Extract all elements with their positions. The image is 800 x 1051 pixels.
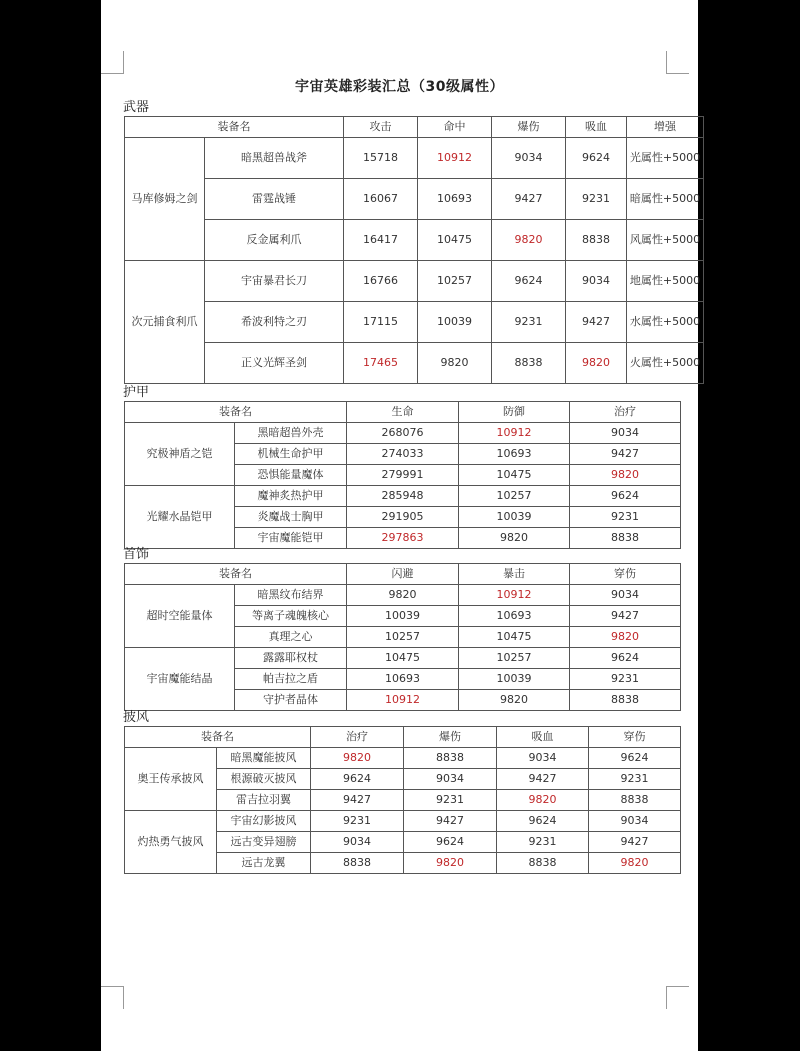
- section-label-weapons: 武器: [123, 100, 150, 115]
- item-name-cell: 宇宙幻影披风: [217, 811, 311, 832]
- value-cell: 9427: [566, 302, 627, 343]
- crop-mark-top-right: [666, 51, 689, 74]
- weapons-body: [125, 138, 704, 384]
- group-name-cell: 超时空能量体: [125, 585, 235, 648]
- crop-mark-bottom-left: [101, 986, 124, 1009]
- value-cell: 9427: [589, 832, 681, 853]
- value-cell: 9427: [311, 790, 404, 811]
- table-row: [125, 302, 704, 343]
- item-name-cell: 希波利特之刃: [205, 302, 344, 343]
- value-cell: 10475: [418, 220, 492, 261]
- value-cell: 10475: [347, 648, 459, 669]
- section-label-accessory: 首饰: [123, 547, 150, 562]
- value-cell: 9034: [570, 423, 681, 444]
- value-cell: 9820: [347, 585, 459, 606]
- header-cell: 生命: [347, 402, 459, 423]
- value-cell: 9427: [492, 179, 566, 220]
- value-cell: 10912: [459, 585, 570, 606]
- header-cell: 吸血: [497, 727, 589, 748]
- crop-mark-bottom-right: [666, 986, 689, 1009]
- item-name-cell: 远古变异翅膀: [217, 832, 311, 853]
- value-cell: 10039: [347, 606, 459, 627]
- value-cell: 10257: [459, 648, 570, 669]
- group-name-cell: 次元捕食利爪: [125, 261, 205, 384]
- value-cell: 9624: [589, 748, 681, 769]
- value-cell: 10693: [347, 669, 459, 690]
- boost-cell: 水属性+5000: [627, 302, 704, 343]
- header-cell: 防御: [459, 402, 570, 423]
- header-cell: 攻击: [344, 117, 418, 138]
- document-page: [101, 0, 701, 1051]
- value-cell: 16067: [344, 179, 418, 220]
- item-name-cell: 雷霆战锤: [205, 179, 344, 220]
- value-cell: 15718: [344, 138, 418, 179]
- armor-body: [125, 423, 681, 549]
- value-cell: 268076: [347, 423, 459, 444]
- boost-cell: 暗属性+5000: [627, 179, 704, 220]
- item-name-cell: 雷吉拉羽翼: [217, 790, 311, 811]
- item-name-cell: 帕吉拉之盾: [235, 669, 347, 690]
- item-name-cell: 正义光辉圣剑: [205, 343, 344, 384]
- value-cell: 9820: [404, 853, 497, 874]
- item-name-cell: 宇宙魔能铠甲: [235, 528, 347, 549]
- value-cell: 8838: [589, 790, 681, 811]
- header-cell: 治疗: [311, 727, 404, 748]
- item-name-cell: 暗黑纹布结界: [235, 585, 347, 606]
- header-cell: 增强: [627, 117, 704, 138]
- value-cell: 9034: [566, 261, 627, 302]
- section-label-cloak: 披风: [123, 710, 150, 725]
- value-cell: 9034: [404, 769, 497, 790]
- item-name-cell: 远古龙翼: [217, 853, 311, 874]
- item-name-cell: 魔神炙热护甲: [235, 486, 347, 507]
- value-cell: 10039: [418, 302, 492, 343]
- armor-table: [124, 401, 681, 549]
- value-cell: 9624: [311, 769, 404, 790]
- group-name-cell: 灼热勇气披风: [125, 811, 217, 874]
- value-cell: 9231: [570, 669, 681, 690]
- item-name-cell: 根源破灭披风: [217, 769, 311, 790]
- value-cell: 10257: [459, 486, 570, 507]
- value-cell: 9427: [497, 769, 589, 790]
- cloak-table: [124, 726, 681, 874]
- value-cell: 8838: [404, 748, 497, 769]
- header-cell: 治疗: [570, 402, 681, 423]
- value-cell: 291905: [347, 507, 459, 528]
- value-cell: 9820: [418, 343, 492, 384]
- table-row: [125, 261, 704, 302]
- value-cell: 9231: [404, 790, 497, 811]
- header-cell: 暴击: [459, 564, 570, 585]
- table-row: [125, 220, 704, 261]
- value-cell: 9624: [404, 832, 497, 853]
- value-cell: 9820: [311, 748, 404, 769]
- value-cell: 9624: [570, 648, 681, 669]
- header-cell: 装备名: [125, 117, 344, 138]
- value-cell: 285948: [347, 486, 459, 507]
- value-cell: 9034: [589, 811, 681, 832]
- item-name-cell: 反金属利爪: [205, 220, 344, 261]
- value-cell: 9231: [570, 507, 681, 528]
- value-cell: 10475: [459, 465, 570, 486]
- value-cell: 10912: [418, 138, 492, 179]
- value-cell: 9820: [570, 465, 681, 486]
- value-cell: 9427: [570, 444, 681, 465]
- group-name-cell: 奥王传承披风: [125, 748, 217, 811]
- value-cell: 9820: [459, 528, 570, 549]
- value-cell: 9034: [492, 138, 566, 179]
- boost-cell: 地属性+5000: [627, 261, 704, 302]
- table-row: [125, 423, 681, 444]
- header-cell: 吸血: [566, 117, 627, 138]
- table-row: [125, 486, 681, 507]
- value-cell: 9820: [570, 627, 681, 648]
- value-cell: 8838: [311, 853, 404, 874]
- cloak-body: [125, 748, 681, 874]
- accessory-table: [124, 563, 681, 711]
- value-cell: 274033: [347, 444, 459, 465]
- value-cell: 10257: [347, 627, 459, 648]
- value-cell: 9231: [566, 179, 627, 220]
- accessory-body: [125, 585, 681, 711]
- value-cell: 10693: [459, 606, 570, 627]
- item-name-cell: 真理之心: [235, 627, 347, 648]
- value-cell: 10912: [347, 690, 459, 711]
- header-cell: 装备名: [125, 402, 347, 423]
- boost-cell: 风属性+5000: [627, 220, 704, 261]
- item-name-cell: 等离子魂魄核心: [235, 606, 347, 627]
- value-cell: 9624: [492, 261, 566, 302]
- value-cell: 9427: [570, 606, 681, 627]
- table-row: [125, 648, 681, 669]
- item-name-cell: 守护者晶体: [235, 690, 347, 711]
- value-cell: 8838: [497, 853, 589, 874]
- value-cell: 9820: [497, 790, 589, 811]
- value-cell: 10039: [459, 507, 570, 528]
- item-name-cell: 黑暗超兽外壳: [235, 423, 347, 444]
- item-name-cell: 暗黑超兽战斧: [205, 138, 344, 179]
- item-name-cell: 露露耶权杖: [235, 648, 347, 669]
- boost-cell: 火属性+5000: [627, 343, 704, 384]
- value-cell: 17115: [344, 302, 418, 343]
- value-cell: 9820: [566, 343, 627, 384]
- value-cell: 8838: [492, 343, 566, 384]
- value-cell: 9624: [570, 486, 681, 507]
- value-cell: 9624: [497, 811, 589, 832]
- value-cell: 9820: [459, 690, 570, 711]
- value-cell: 10475: [459, 627, 570, 648]
- item-name-cell: 机械生命护甲: [235, 444, 347, 465]
- header-cell: 爆伤: [492, 117, 566, 138]
- header-cell: 穿伤: [589, 727, 681, 748]
- document-title: 宇宙英雄彩装汇总（30级属性）: [295, 79, 504, 95]
- value-cell: 10693: [418, 179, 492, 220]
- table-row: [125, 748, 681, 769]
- value-cell: 17465: [344, 343, 418, 384]
- header-cell: 穿伤: [570, 564, 681, 585]
- value-cell: 9034: [497, 748, 589, 769]
- table-row: [125, 811, 681, 832]
- boost-cell: 光属性+5000: [627, 138, 704, 179]
- value-cell: 297863: [347, 528, 459, 549]
- value-cell: 9034: [311, 832, 404, 853]
- table-row: [125, 585, 681, 606]
- value-cell: 10039: [459, 669, 570, 690]
- value-cell: 9231: [311, 811, 404, 832]
- value-cell: 16417: [344, 220, 418, 261]
- value-cell: 8838: [570, 690, 681, 711]
- value-cell: 9427: [404, 811, 497, 832]
- value-cell: 10693: [459, 444, 570, 465]
- value-cell: 9231: [492, 302, 566, 343]
- value-cell: 279991: [347, 465, 459, 486]
- group-name-cell: 光耀水晶铠甲: [125, 486, 235, 549]
- table-row: [125, 138, 704, 179]
- weapons-table: [124, 116, 704, 384]
- value-cell: 9624: [566, 138, 627, 179]
- value-cell: 9231: [497, 832, 589, 853]
- header-cell: 闪避: [347, 564, 459, 585]
- item-name-cell: 暗黑魔能披风: [217, 748, 311, 769]
- value-cell: 9231: [589, 769, 681, 790]
- item-name-cell: 宇宙暴君长刀: [205, 261, 344, 302]
- item-name-cell: 恐惧能量魔体: [235, 465, 347, 486]
- group-name-cell: 宇宙魔能结晶: [125, 648, 235, 711]
- value-cell: 10912: [459, 423, 570, 444]
- value-cell: 8838: [570, 528, 681, 549]
- value-cell: 8838: [566, 220, 627, 261]
- group-name-cell: 马库修姆之剑: [125, 138, 205, 261]
- header-cell: 装备名: [125, 564, 347, 585]
- value-cell: 9820: [492, 220, 566, 261]
- table-row: [125, 343, 704, 384]
- header-cell: 装备名: [125, 727, 311, 748]
- crop-mark-top-left: [101, 51, 124, 74]
- header-cell: 爆伤: [404, 727, 497, 748]
- section-label-armor: 护甲: [123, 385, 150, 400]
- group-name-cell: 究极神盾之铠: [125, 423, 235, 486]
- item-name-cell: 炎魔战士胸甲: [235, 507, 347, 528]
- table-row: [125, 179, 704, 220]
- value-cell: 16766: [344, 261, 418, 302]
- value-cell: 9820: [589, 853, 681, 874]
- value-cell: 9034: [570, 585, 681, 606]
- value-cell: 10257: [418, 261, 492, 302]
- header-cell: 命中: [418, 117, 492, 138]
